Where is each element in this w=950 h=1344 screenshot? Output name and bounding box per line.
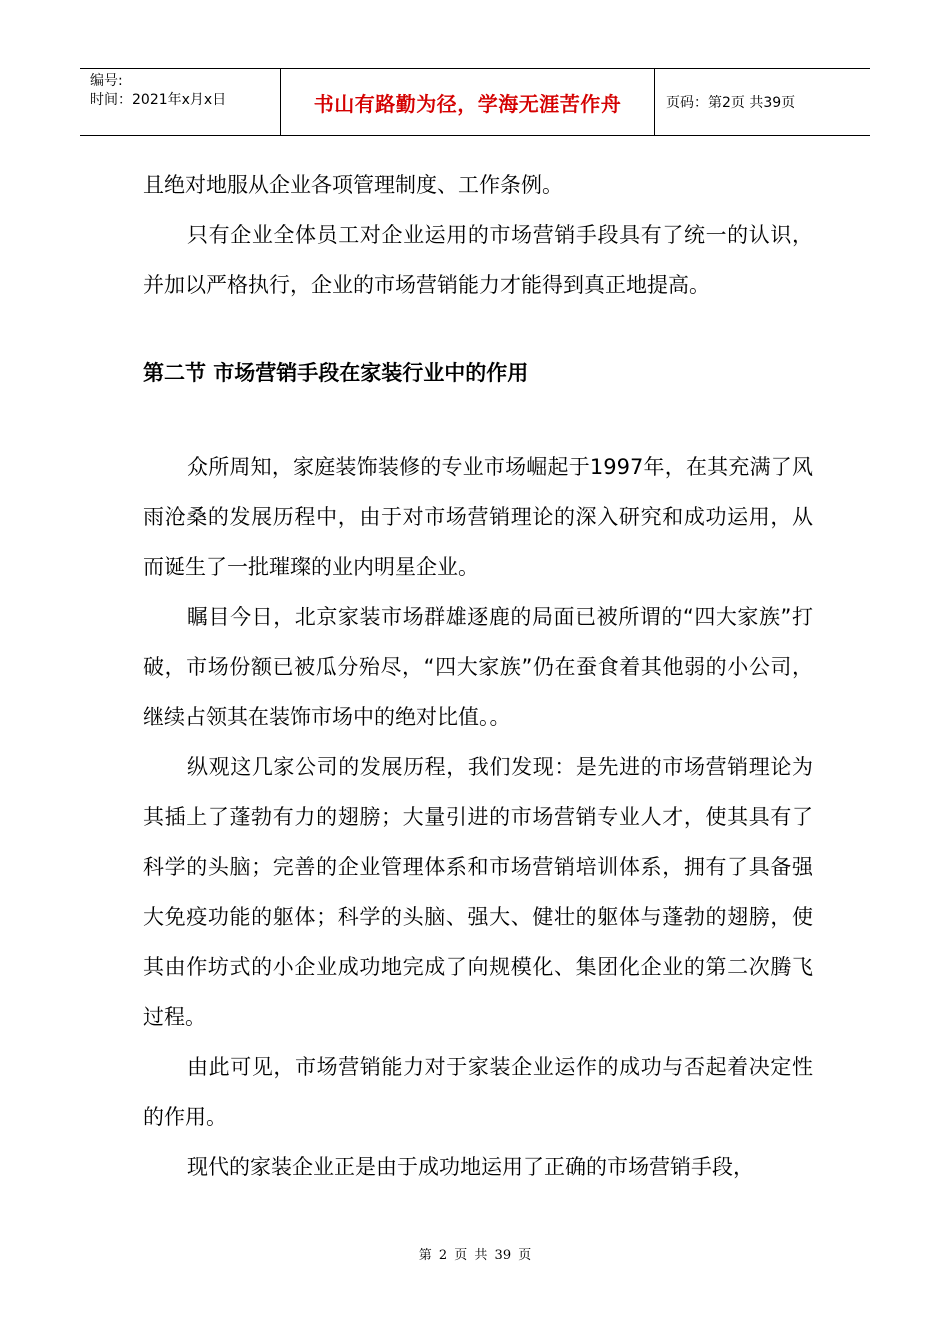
document-number-label: 编号: (90, 73, 123, 89)
header-meta (80, 69, 281, 135)
paragraph: 只有企业全体员工对企业运用的市场营销手段具有了统一的认识，并加以严格执行，企业的市场营销能力才能得到真正地提高。 (143, 223, 813, 297)
paragraph: 众所周知，家庭装饰装修的专业市场崛起于1997年，在其充满了风雨沧桑的发展历程中，由于对市场营销理论的深入研究和成功运用，从而诞生了一批璀璨的业内明星企业。 (143, 455, 813, 579)
paragraph: 由此可见，市场营销能力对于家装企业运作的成功与否起着决定性的作用。 (143, 1055, 813, 1129)
paragraph: 纵观这几家公司的发展历程，我们发现：是先进的市场营销理论为其插上了蓬勃有力的翅膀；大量引进的市场营销专业人才，使其具有了科学的头脑；完善的企业管理体系和市场营销培训体系，拥有了具备强大免疫功能的躯体；科学的头脑、强大、健壮的躯体与蓬勃的翅膀，使其由作坊式的小企业成功地完成了向规模化、集团化企业的第二次腾飞过程。 (143, 755, 813, 1029)
document-date-label: 时间：2021年x月x日 (90, 92, 227, 108)
section-heading: 第二节 市场营销手段在家装行业中的作用 (143, 361, 529, 385)
page-footer: 第 2 页 共 39 页 (418, 1248, 532, 1263)
header-motto: 书山有路勤为径，学海无涯苦作舟 (281, 69, 655, 135)
paragraph: 且绝对地服从企业各项管理制度、工作条例。 (143, 173, 563, 197)
document-body (143, 160, 813, 1192)
header-page-info: 页码：第2页 共39页 (666, 95, 796, 111)
paragraph: 现代的家装企业正是由于成功地运用了正确的市场营销手段， (187, 1155, 754, 1179)
paragraph: 瞩目今日，北京家装市场群雄逐鹿的局面已被所谓的“四大家族”打破，市场份额已被瓜分殆尽，“四大家族”仍在蚕食着其他弱的小公司，继续占领其在装饰市场中的绝对比值。。 (143, 605, 813, 729)
document-header (80, 68, 870, 136)
